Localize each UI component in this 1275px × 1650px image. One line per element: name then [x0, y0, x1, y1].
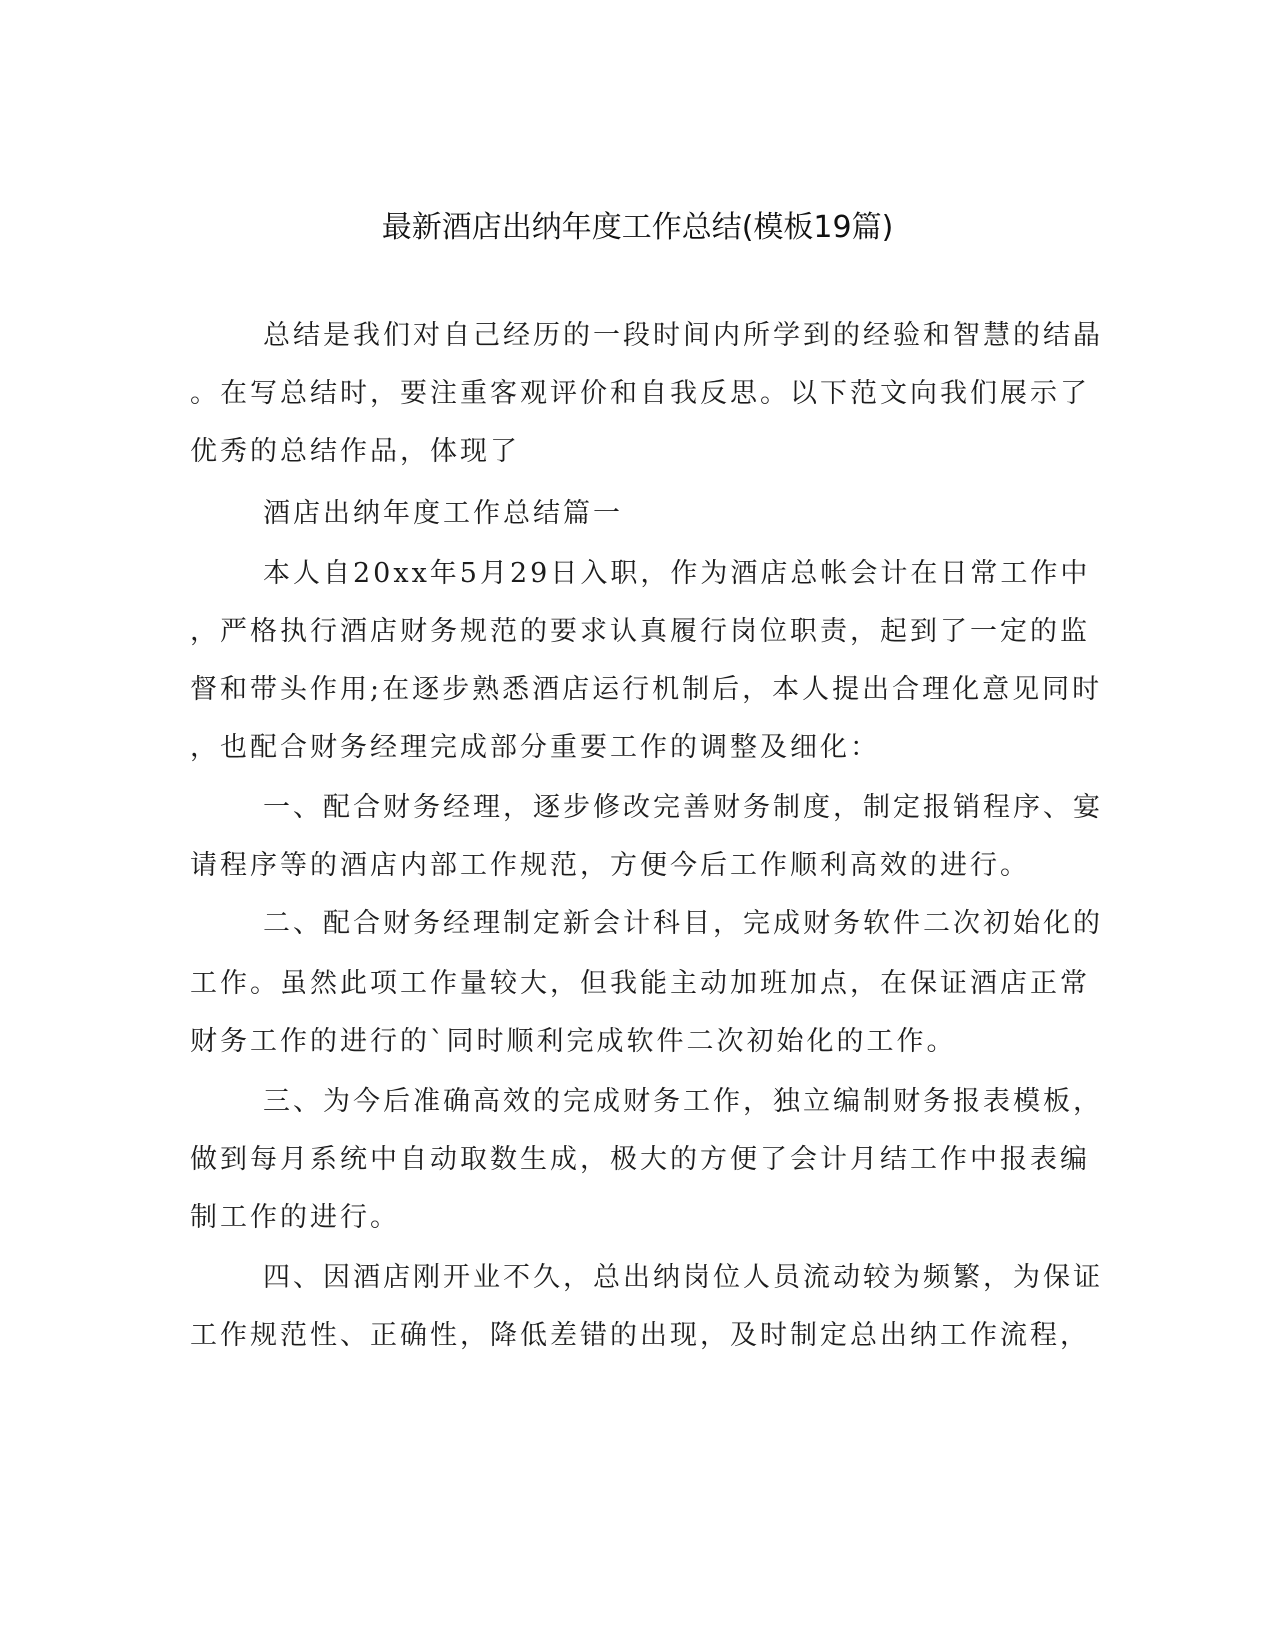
text-line: 优秀的总结作品，体现了 — [190, 436, 520, 467]
text-line: 三、为今后准确高效的完成财务工作，独立编制财务报表模板， — [263, 1086, 1103, 1117]
text-line: 财务工作的进行的`同时顺利完成软件二次初始化的工作。 — [190, 1026, 957, 1057]
text-line: 本人自20xx年5月29日入职，作为酒店总帐会计在日常工作中 — [263, 558, 1091, 589]
text-line: 二、配合财务经理制定新会计科目，完成财务软件二次初始化的 — [263, 908, 1103, 939]
text-line: 一、配合财务经理，逐步修改完善财务制度，制定报销程序、宴 — [263, 792, 1103, 823]
text-line: 工作规范性、正确性，降低差错的出现，及时制定总出纳工作流程， — [190, 1320, 1090, 1351]
text-line: ，也配合财务经理完成部分重要工作的调整及细化： — [190, 732, 880, 763]
text-line: 工作。虽然此项工作量较大，但我能主动加班加点，在保证酒店正常 — [190, 968, 1090, 999]
text-line: ，严格执行酒店财务规范的要求认真履行岗位职责，起到了一定的监 — [190, 616, 1090, 647]
text-line: 请程序等的酒店内部工作规范，方便今后工作顺利高效的进行。 — [190, 850, 1030, 881]
text-line: 制工作的进行。 — [190, 1202, 400, 1233]
text-line: 督和带头作用;在逐步熟悉酒店运行机制后，本人提出合理化意见同时 — [190, 674, 1103, 705]
text-line: 总结是我们对自己经历的一段时间内所学到的经验和智慧的结晶 — [263, 320, 1103, 351]
text-line: 做到每月系统中自动取数生成，极大的方便了会计月结工作中报表编 — [190, 1144, 1090, 1175]
document-title: 最新酒店出纳年度工作总结(模板19篇) — [381, 210, 894, 245]
section-heading: 酒店出纳年度工作总结篇一 — [263, 498, 623, 529]
text-line: 。在写总结时，要注重客观评价和自我反思。以下范文向我们展示了 — [190, 378, 1090, 409]
text-line: 四、因酒店刚开业不久，总出纳岗位人员流动较为频繁，为保证 — [263, 1262, 1103, 1293]
